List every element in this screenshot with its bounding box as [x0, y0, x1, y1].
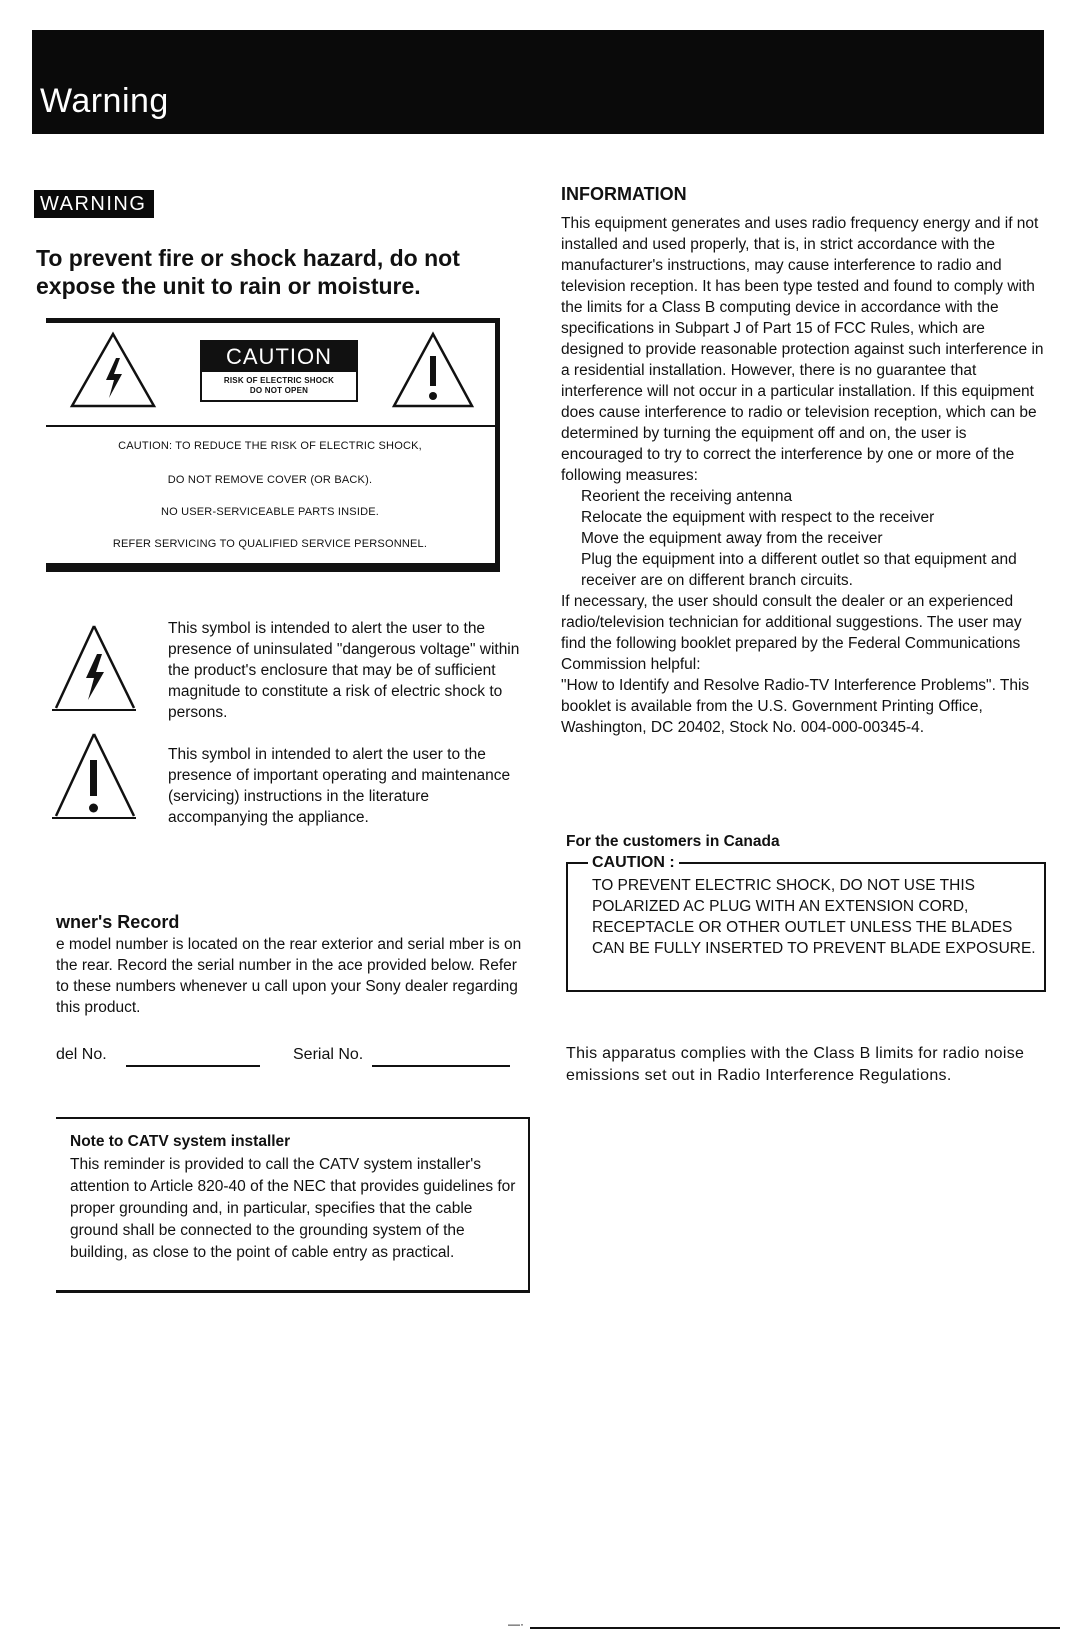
information-outro: If necessary, the user should consult the dealer or an experienced radio/television technician for additional suggestions. The user may find the following booklet prepared by the Federal Communications Commission helpful:	[561, 593, 1022, 673]
caution-line: CAUTION: TO REDUCE THE RISK OF ELECTRIC SHOCK,	[118, 440, 422, 452]
model-number-field[interactable]	[126, 1065, 260, 1067]
serial-number-field[interactable]	[372, 1065, 510, 1067]
lightning-warning-icon	[68, 330, 158, 410]
measure-item: Reorient the receiving antenna	[581, 488, 793, 505]
footer-rule	[530, 1627, 1060, 1629]
owners-record-text: e model number is located on the rear exterior and serial mber is on the rear. Record the serial number in the ace provided below. Refer to these numbers whenever u call upon your Sony dealer regarding this product.	[56, 936, 522, 1016]
caution-line: DO NOT REMOVE COVER (OR BACK).	[167, 474, 373, 486]
catv-note-text: This reminder is provided to call the CATV system installer's attention to Article 820-40 of the NEC that provides guidelines for proper grounding and, in particular, specifies that the cable ground shall be connected to the grounding system of the building, as close to the point of cable entry as practical.	[70, 1156, 516, 1261]
radio-interference-notice: This apparatus complies with the Class B limits for radio noise emissions set out in Radio Interference Regulations.	[566, 1045, 1025, 1084]
caution-line: NO USER-SERVICEABLE PARTS INSIDE.	[160, 506, 380, 518]
caution-sub-risk: RISK OF ELECTRIC SHOCK	[223, 376, 335, 385]
exclamation-warning-icon	[390, 330, 476, 410]
hazard-headline: To prevent fire or shock hazard, do not expose the unit to rain or moisture.	[36, 245, 460, 299]
caution-label: CAUTION	[202, 342, 356, 372]
caution-divider	[46, 425, 495, 427]
serial-number-label: Serial No.	[293, 1046, 364, 1063]
measure-item: Move the equipment away from the receiver	[581, 530, 883, 547]
canada-caution-text: TO PREVENT ELECTRIC SHOCK, DO NOT USE THIS POLARIZED AC PLUG WITH AN EXTENSION CORD, RECEPTACLE OR OTHER OUTLET UNLESS THE BLADES CAN BE FULLY INSERTED TO PREVENT BLADE EXPOSURE.	[592, 877, 1036, 957]
exclamation-warning-icon	[50, 730, 140, 822]
information-booklet: "How to Identify and Resolve Radio-TV Interference Problems". This booklet is available from the U.S. Government Printing Office, Washington, DC 20402, Stock No. 004-000-00345-4.	[561, 677, 1030, 736]
information-intro: This equipment generates and uses radio frequency energy and if not installed and used properly, that is, in strict accordance with the manufacturer's instructions, may cause interference to radio and television reception. It has been type tested and found to comply with the limits for a Class B computing device in accordance with the specifications in Subpart J of Part 15 of FCC Rules, which are designed to provide reasonable protection against such interference in a residential installation. However, there is no guarantee that interference will not occur in a particular installation. If this equipment does cause interference to radio or television reception, which can be determined by turning the equipment off and on, the user is encouraged to try to correct the interference by one or more of the following measures:	[561, 215, 1044, 484]
canada-caution-label: CAUTION :	[588, 854, 679, 872]
information-body	[561, 213, 1049, 738]
catv-note-title: Note to CATV system installer	[70, 1133, 291, 1150]
canada-title: For the customers in Canada	[566, 833, 780, 850]
measure-item: Relocate the equipment with respect to the receiver	[581, 509, 935, 526]
lightning-warning-icon	[50, 622, 140, 714]
bolt-symbol-description: This symbol is intended to alert the user to the presence of uninsulated "dangerous voltage" within the product's enclosure that may be of sufficient magnitude to constitute a risk of electric shock to persons.	[168, 620, 520, 721]
warning-tag: WARNING	[34, 190, 154, 218]
header-bar	[32, 30, 1044, 134]
exclamation-symbol-description: This symbol in intended to alert the user to the presence of important operating and maintenance (servicing) instructions in the literature accompanying the appliance.	[168, 746, 511, 826]
model-number-label: del No.	[56, 1046, 107, 1063]
caution-sub-open: DO NOT OPEN	[249, 386, 309, 395]
caution-line: REFER SERVICING TO QUALIFIED SERVICE PERSONNEL.	[112, 538, 428, 550]
page-mark: —·	[508, 1617, 524, 1631]
owners-record-title: wner's Record	[56, 912, 180, 932]
page-title: Warning	[40, 82, 169, 120]
information-title: INFORMATION	[561, 184, 687, 204]
measure-item: Plug the equipment into a different outlet so that equipment and receiver are on different branch circuits.	[581, 551, 1017, 589]
